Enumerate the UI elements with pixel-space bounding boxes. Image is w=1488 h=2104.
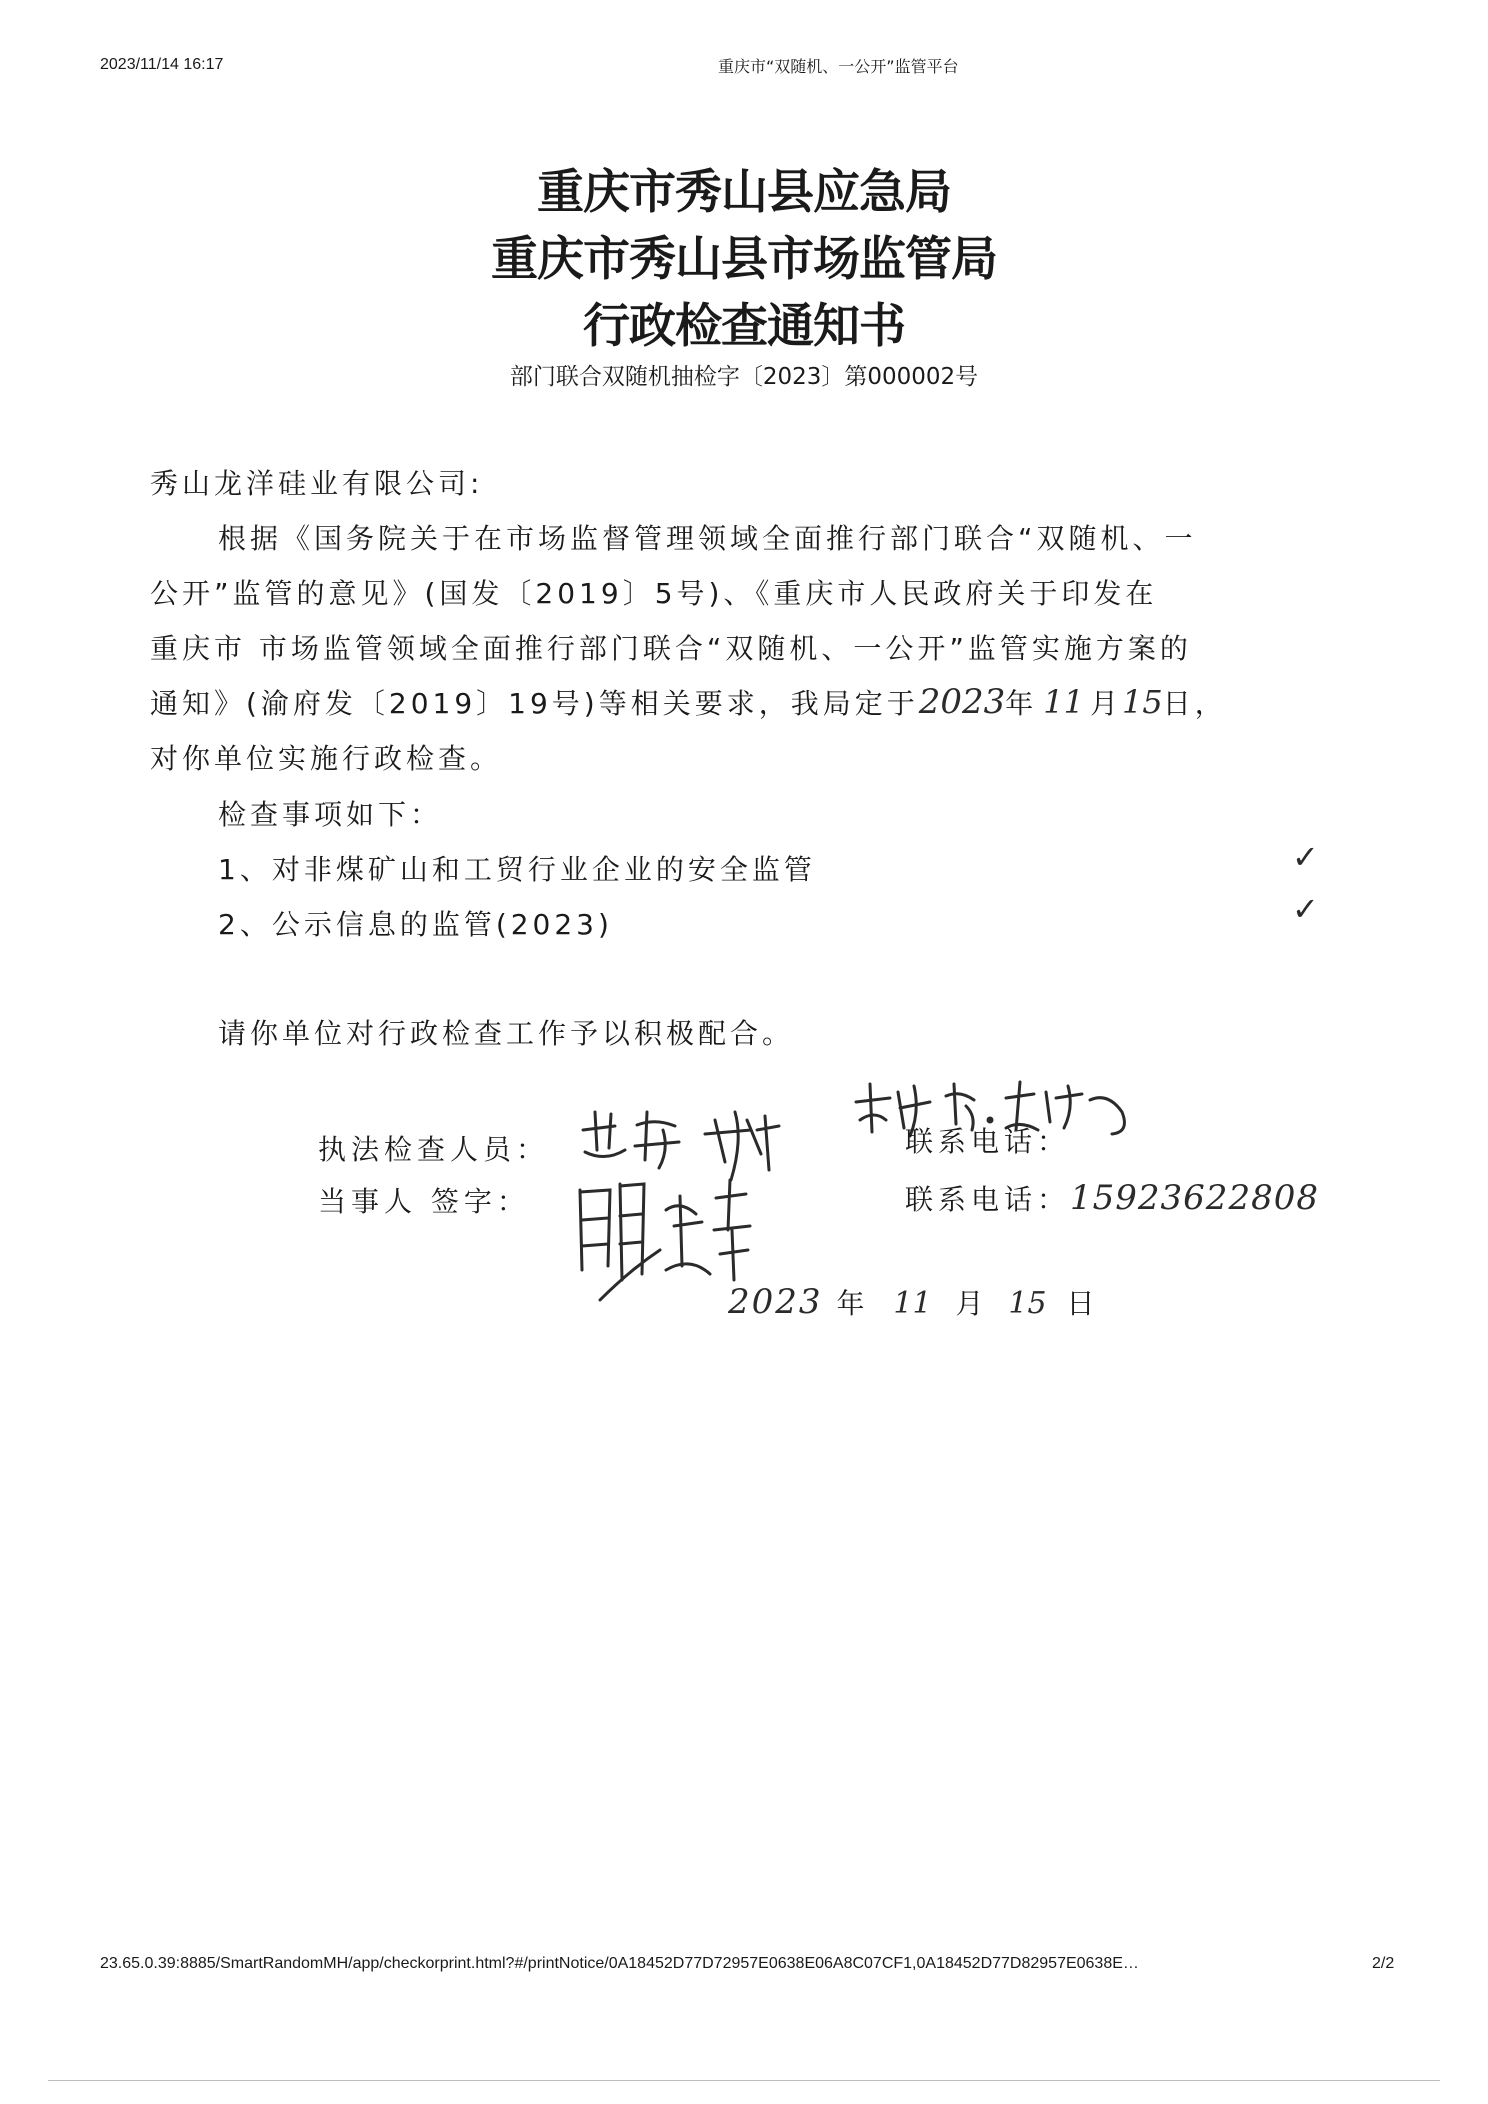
handwritten-phone: 15923622808 [1070, 1178, 1319, 1218]
sign-day-char: 日 [1066, 1287, 1100, 1320]
sign-year-char: 年 [836, 1287, 870, 1320]
month-char: 月 [1090, 687, 1123, 720]
handwritten-sign-day: 15 [1008, 1286, 1047, 1321]
title-line-2: 重庆市秀山县市场监管局 [491, 232, 997, 287]
page-number: 2/2 [1372, 1955, 1395, 1972]
paragraph-line-3: 重庆市 市场监管领域全面推行部门联合“双随机、一公开”监管实施方案的 [150, 632, 1192, 665]
handwritten-month: 11 [1043, 683, 1085, 721]
year-char: 年 [1005, 687, 1038, 720]
contact-label-2-text: 联系电话： [905, 1183, 1071, 1216]
party-label: 当事人 签字： [318, 1185, 530, 1218]
handwritten-year: 2023 [918, 682, 1006, 722]
handwritten-sign-month: 11 [893, 1286, 932, 1321]
paragraph-line-2: 公开”监管的意见》(国发〔2019〕5号)、《重庆市人民政府关于印发在 [150, 577, 1158, 610]
checkmark-icon: ✓ [1292, 890, 1319, 928]
inspectors-label: 执法检查人员： [318, 1133, 550, 1166]
title-line-3: 行政检查通知书 [583, 299, 905, 354]
platform-name: 重庆市“双随机、一公开”监管平台 [718, 57, 959, 76]
paragraph-line-1: 根据《国务院关于在市场监督管理领域全面推行部门联合“双随机、一 [218, 522, 1197, 555]
sign-month-char: 月 [955, 1287, 989, 1320]
cooperation-request: 请你单位对行政检查工作予以积极配合。 [218, 1017, 795, 1050]
document-number: 部门联合双随机抽检字〔2023〕第000002号 [509, 364, 979, 390]
addressee: 秀山龙洋硅业有限公司: [150, 467, 484, 500]
print-url: 23.65.0.39:8885/SmartRandomMH/app/checkorprint.html?#/printNotice/0A18452D77D72957E0638E06A8C07CF1,0A18452D77D82957E0638E… [100, 1955, 1139, 1972]
paragraph-line-4 [150, 682, 1227, 722]
day-char: 日， [1162, 687, 1227, 720]
handwritten-day: 15 [1122, 683, 1163, 721]
contact-label-2 [905, 1178, 1319, 1218]
paragraph-line-4-text: 通知》(渝府发〔2019〕19号)等相关要求，我局定于 [150, 687, 919, 720]
item-1-label: 1、对非煤矿山和工贸行业企业的安全监管 [218, 853, 816, 886]
contact-label-1: 联系电话： [905, 1125, 1071, 1158]
item-2-label: 2、公示信息的监管(2023) [218, 908, 613, 941]
paragraph-line-5: 对你单位实施行政检查。 [150, 742, 503, 775]
print-datetime: 2023/11/14 16:17 [100, 56, 224, 73]
items-heading: 检查事项如下： [218, 798, 443, 831]
title-line-1: 重庆市秀山县应急局 [537, 165, 951, 220]
scan-edge-line [48, 2080, 1440, 2081]
signature-date [728, 1282, 1099, 1322]
checkmark-icon: ✓ [1292, 838, 1319, 876]
handwritten-sign-year: 2023 [728, 1282, 823, 1322]
